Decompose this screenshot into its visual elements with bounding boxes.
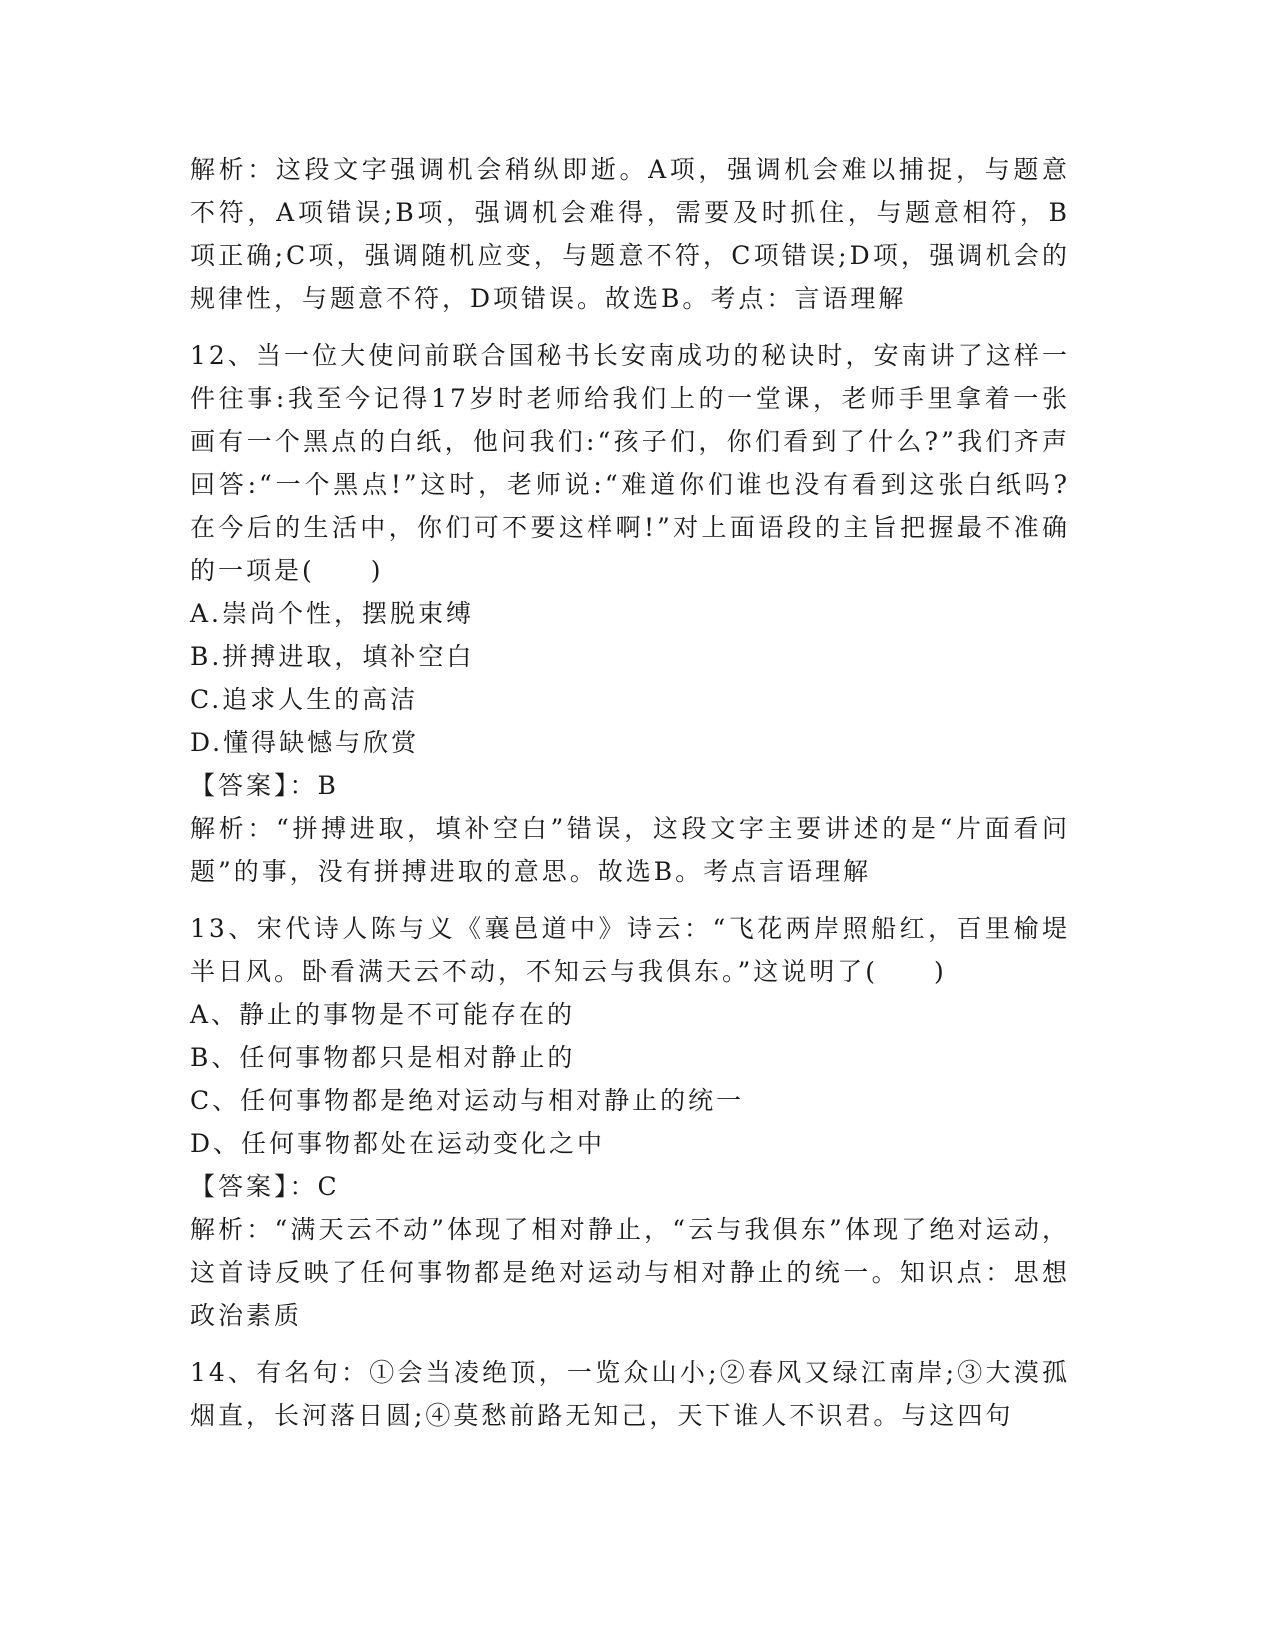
q13-option-b: B、任何事物都只是相对静止的 — [190, 1043, 576, 1072]
q11-analysis: 解析：这段文字强调机会稍纵即逝。A项，强调机会难以捕捉，与题意不符，A项错误;B项，强调机会难得，需要及时抓住，与题意相符，B项正确;C项，强调随机应变，与题意不符，C项错误;D项，强调机会的规律性，与题意不符，D项错误。故选B。考点：言语理解 — [190, 155, 1070, 313]
q13-analysis: 解析：“满天云不动”体现了相对静止，“云与我俱东”体现了绝对运动，这首诗反映了任何事物都是绝对运动与相对静止的统一。知识点：思想政治素质 — [190, 1215, 1070, 1330]
q12-option-c: C.追求人生的高洁 — [190, 685, 419, 714]
q12-option-b: B.拼搏进取，填补空白 — [190, 642, 475, 671]
spacer — [190, 1337, 1070, 1351]
q12-analysis: 解析：“拼搏进取，填补空白”错误，这段文字主要讲述的是“片面看问题”的事，没有拼搏进取的意思。故选B。考点言语理解 — [190, 814, 1070, 886]
q13-option-d: D、任何事物都处在运动变化之中 — [190, 1129, 606, 1158]
q14-question: 14、有名句：①会当凌绝顶，一览众山小;②春风又绿江南岸;③大漠孤烟直，长河落日圆;④莫愁前路无知己，天下谁人不识君。与这四句 — [190, 1358, 1070, 1430]
q13-option-c: C、任何事物都是绝对运动与相对静止的统一 — [190, 1086, 745, 1115]
q12-answer: 【答案】：B — [190, 771, 339, 800]
spacer — [190, 320, 1070, 334]
q12-option-d: D.懂得缺憾与欣赏 — [190, 728, 420, 757]
q12-option-a: A.崇尚个性，摆脱束缚 — [190, 599, 475, 628]
q13-question: 13、宋代诗人陈与义《襄邑道中》诗云：“飞花两岸照船红，百里榆堤半日风。卧看满天云不动，不知云与我俱东。”这说明了( ) — [190, 914, 1070, 986]
q13-option-a: A、静止的事物是不可能存在的 — [190, 1000, 576, 1029]
page-content — [190, 148, 1070, 1437]
q12-question: 12、当一位大使问前联合国秘书长安南成功的秘诀时，安南讲了这样一件往事:我至今记得17岁时老师给我们上的一堂课，老师手里拿着一张画有一个黑点的白纸，他问我们:“孩子们，你们看到了什么?”我们齐声回答:“一个黑点!”这时，老师说:“难道你们谁也没有看到这张白纸吗?在今后的生活中，你们可不要这样啊!”对上面语段的主旨把握最不准确的一项是( ) — [190, 341, 1070, 585]
spacer — [190, 893, 1070, 907]
q13-answer: 【答案】：C — [190, 1172, 340, 1201]
